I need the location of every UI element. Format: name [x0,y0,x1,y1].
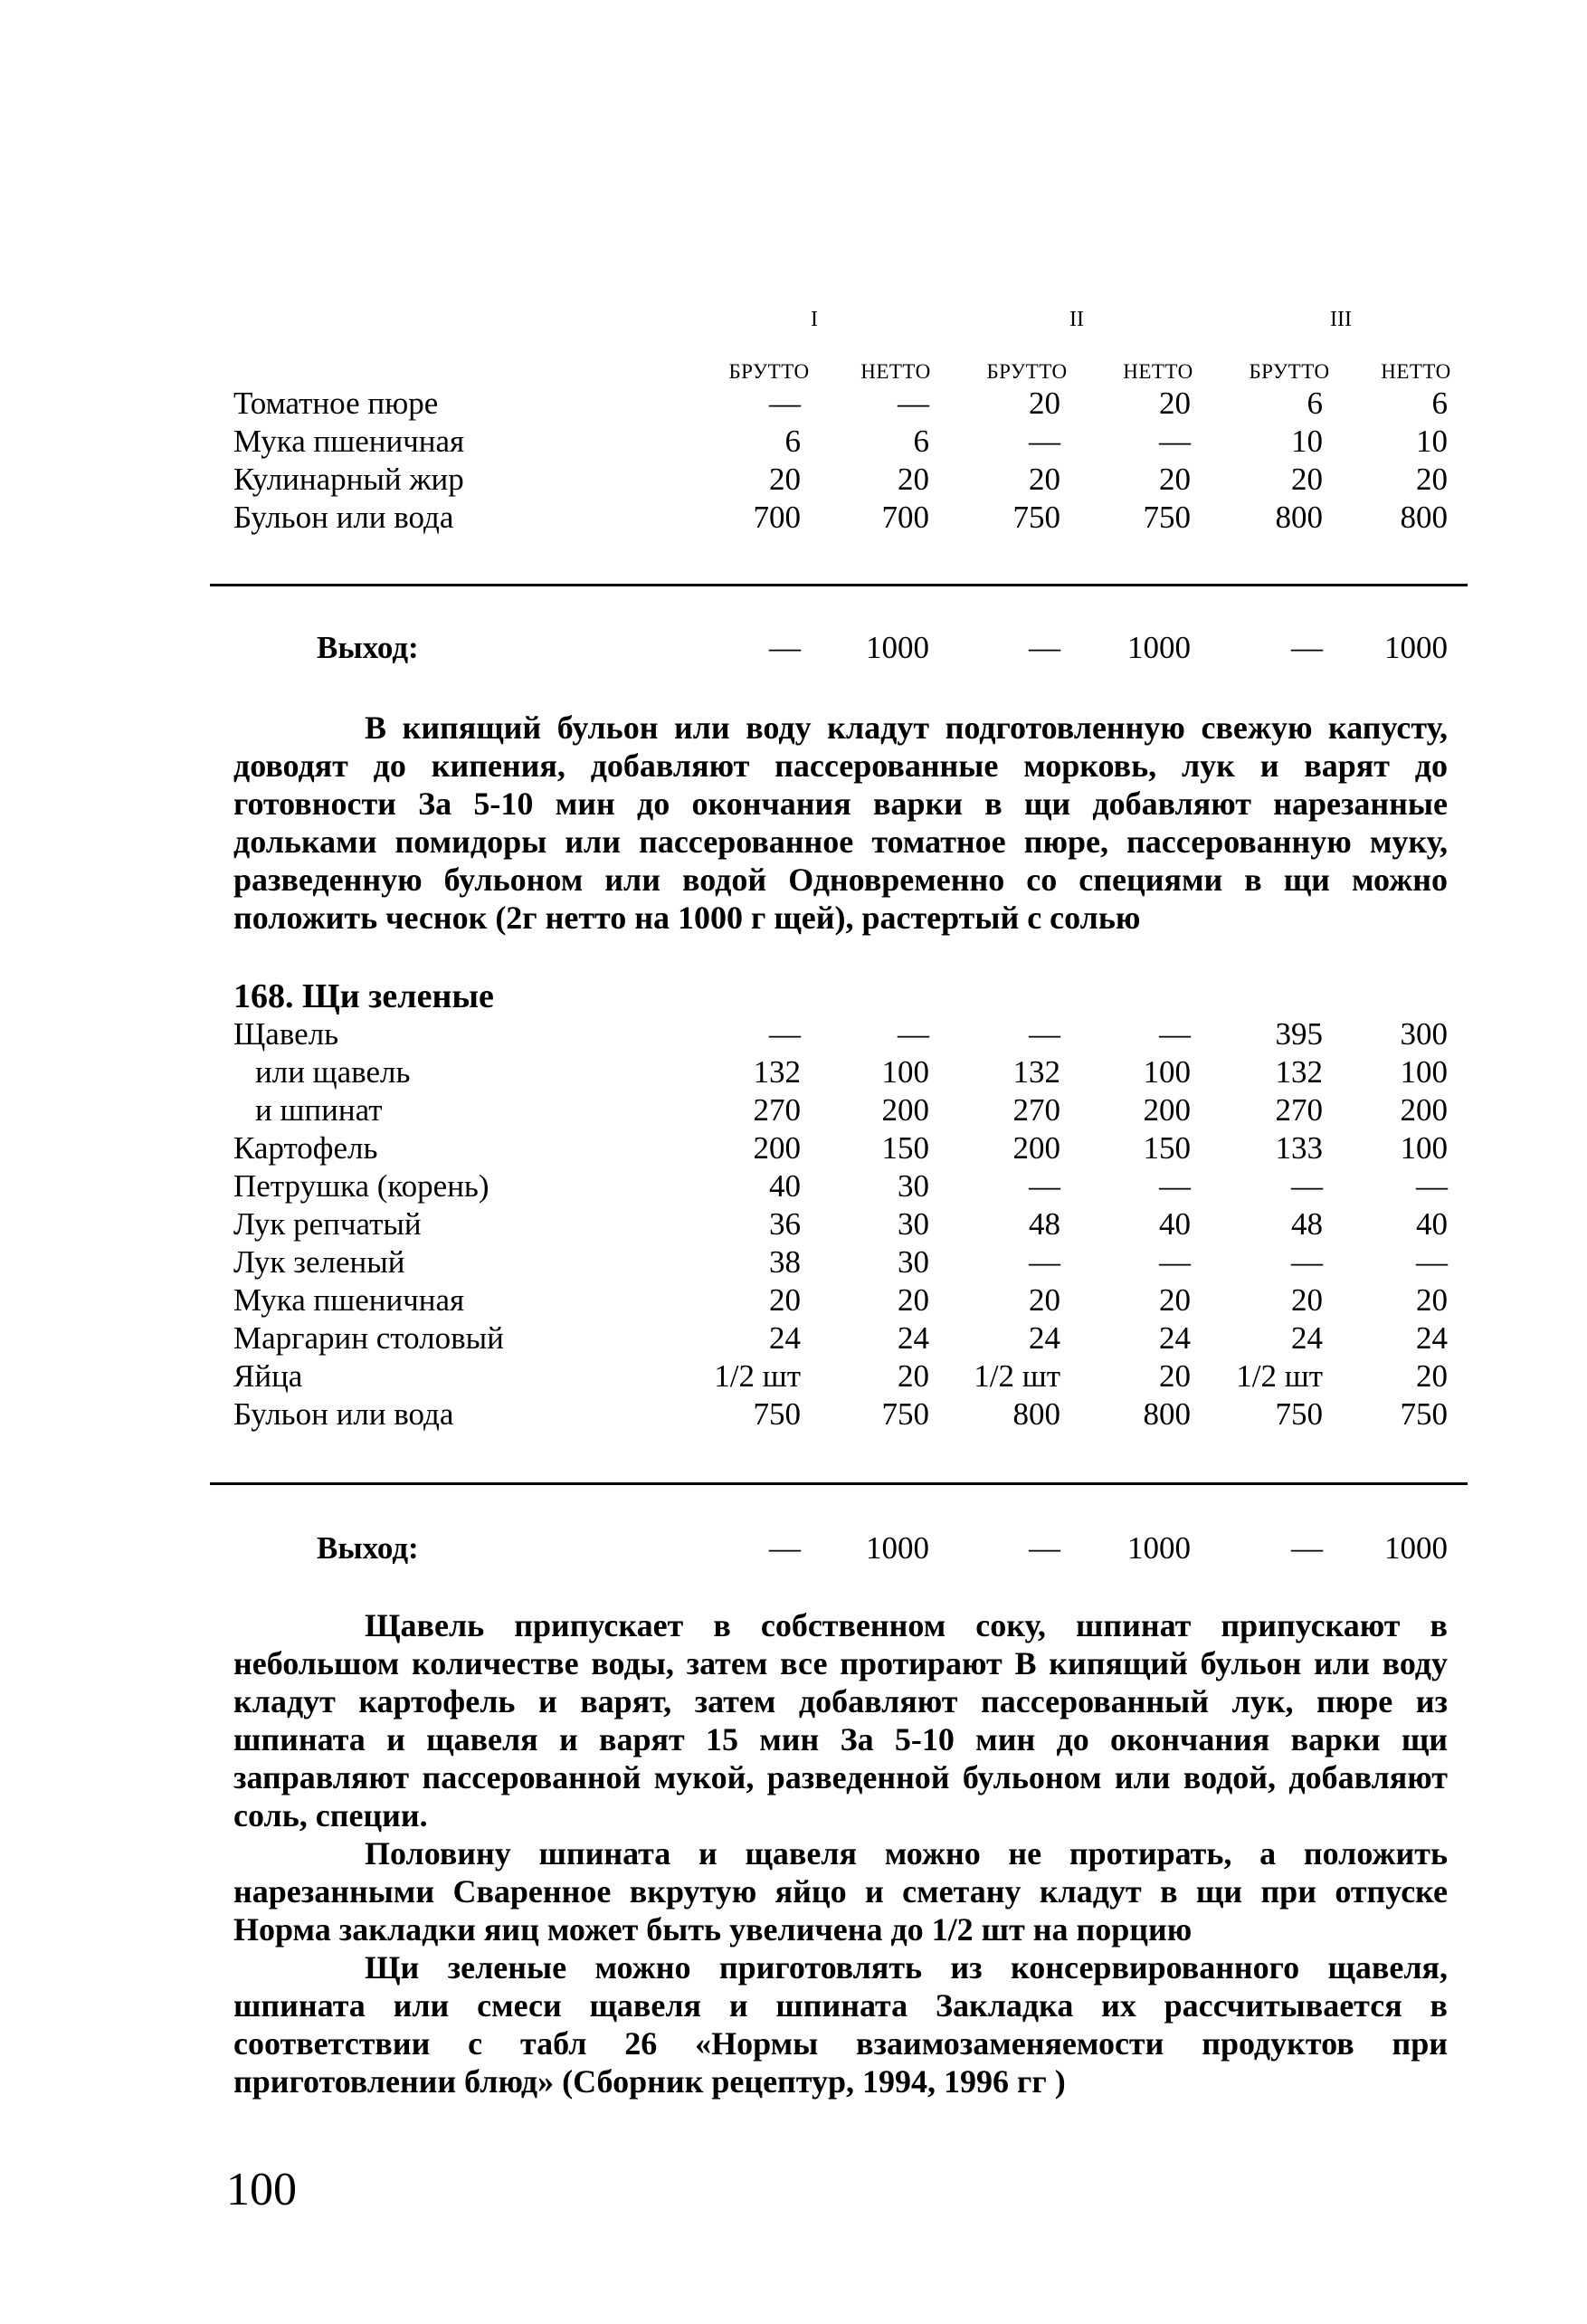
paragraph: Щи зеленые можно приготовлять из консервированного щавеля, шпината или смеси щавеля и шпината Закладка их рассчитывается в соответствии с табл 26 «Нормы взаимозаменяемости продуктов при приготовлении блюд» (Сборник рецептур, 1994, 1996 гг ) [233,1949,1448,2100]
value-cell: 20 [1416,462,1448,497]
value-cell: 395 [1275,1016,1323,1052]
value-cell: — [1291,1530,1323,1566]
value-cell: 800 [1143,1396,1191,1432]
value-cell: 700 [881,500,929,535]
sub-header-brutto: БРУТТО [728,360,810,383]
ingredient-name: Яйца [233,1358,303,1394]
ingredient-name: Бульон или вода [233,500,454,535]
ingredient-name: или щавель [255,1054,411,1090]
value-cell: — [1029,1016,1060,1052]
value-cell: 1/2 шт [974,1358,1060,1394]
group-header-2: II [1069,308,1084,331]
value-cell: 100 [1400,1054,1448,1090]
value-cell: 20 [1159,1282,1191,1318]
value-cell: 20 [1029,386,1060,421]
value-cell: 132 [1275,1054,1323,1090]
ingredient-name: Лук репчатый [233,1206,422,1242]
ingredient-name: и шпинат [255,1092,383,1128]
value-cell: 24 [1291,1320,1323,1356]
ingredient-name: Петрушка (корень) [233,1168,489,1204]
value-cell: 20 [1159,386,1191,421]
value-cell: 133 [1275,1130,1323,1166]
value-cell: — [1291,1244,1323,1280]
value-cell: — [1159,1168,1191,1204]
value-cell: 132 [1012,1054,1060,1090]
value-cell: 750 [1012,500,1060,535]
value-cell: 30 [898,1244,929,1280]
sub-header-brutto: БРУТТО [986,360,1068,383]
value-cell: — [769,1530,801,1566]
value-cell: — [1029,1530,1060,1566]
value-cell: 20 [1029,462,1060,497]
value-cell: 20 [1159,462,1191,497]
value-cell: 24 [769,1320,801,1356]
value-cell: — [1159,1244,1191,1280]
value-cell: 800 [1275,500,1323,535]
value-cell: 20 [898,1358,929,1394]
value-cell: — [1416,1244,1448,1280]
group-header-3: III [1330,308,1352,331]
value-cell: 750 [1143,500,1191,535]
value-cell: 1/2 шт [1236,1358,1323,1394]
value-cell: 6 [1307,386,1323,421]
yield-label: Выход: [317,1530,419,1566]
value-cell: — [1029,424,1060,459]
value-cell: 750 [1275,1396,1323,1432]
sub-header-netto: НЕТТО [1123,360,1193,383]
value-cell: 24 [1029,1320,1060,1356]
value-cell: 300 [1400,1016,1448,1052]
value-cell: 24 [1416,1320,1448,1356]
value-cell: 200 [881,1092,929,1128]
ingredient-name: Бульон или вода [233,1396,454,1432]
value-cell: 20 [1291,1282,1323,1318]
value-cell: 48 [1291,1206,1323,1242]
value-cell: — [1416,1168,1448,1204]
ingredient-name: Мука пшеничная [233,1282,465,1318]
value-cell: 800 [1400,500,1448,535]
value-cell: — [1029,630,1060,665]
value-cell: — [769,630,801,665]
value-cell: 200 [1400,1092,1448,1128]
value-cell: — [1291,1168,1323,1204]
value-cell: 1000 [1384,630,1448,665]
instructions-paragraph-1 [233,709,1448,937]
value-cell: 1000 [1127,630,1191,665]
value-cell: — [1029,1244,1060,1280]
ingredient-name: Лук зеленый [233,1244,405,1280]
value-cell: 200 [1012,1130,1060,1166]
value-cell: — [769,1016,801,1052]
value-cell: 200 [753,1130,801,1166]
value-cell: 20 [769,1282,801,1318]
value-cell: 150 [881,1130,929,1166]
value-cell: — [769,386,801,421]
value-cell: 24 [898,1320,929,1356]
value-cell: 20 [898,1282,929,1318]
value-cell: 800 [1012,1396,1060,1432]
value-cell: 38 [769,1244,801,1280]
ingredient-name: Кулинарный жир [233,462,464,497]
value-cell: 20 [1029,1282,1060,1318]
sub-header-netto: НЕТТО [1381,360,1451,383]
value-cell: 700 [753,500,801,535]
value-cell: 100 [1143,1054,1191,1090]
page-number: 100 [226,2164,297,2215]
value-cell: 1000 [866,1530,929,1566]
value-cell: 20 [898,462,929,497]
value-cell: 6 [913,424,929,459]
value-cell: — [1291,630,1323,665]
value-cell: 750 [1400,1396,1448,1432]
paragraph: Половину шпината и щавеля можно не протирать, а положить нарезанными Сваренное вкрутую яйцо и сметану кладут в щи при отпуске Норма закладки яиц может быть увеличена до 1/2 шт на порцию [233,1835,1448,1948]
value-cell: — [898,386,929,421]
sub-header-netto: НЕТТО [860,360,931,383]
ingredient-name: Томатное пюре [233,386,439,421]
value-cell: 30 [898,1168,929,1204]
value-cell: 20 [1291,462,1323,497]
value-cell: 20 [1416,1358,1448,1394]
value-cell: 270 [1275,1092,1323,1128]
ingredient-name: Маргарин столовый [233,1320,504,1356]
value-cell: 270 [1012,1092,1060,1128]
value-cell: 200 [1143,1092,1191,1128]
value-cell: 10 [1291,424,1323,459]
value-cell: 6 [784,424,801,459]
value-cell: 750 [881,1396,929,1432]
ingredient-name: Щавель [233,1016,339,1052]
value-cell: 24 [1159,1320,1191,1356]
value-cell: 40 [1159,1206,1191,1242]
value-cell: 36 [769,1206,801,1242]
value-cell: 1000 [1384,1530,1448,1566]
sub-header-brutto: БРУТТО [1249,360,1330,383]
value-cell: — [898,1016,929,1052]
value-cell: 20 [1416,1282,1448,1318]
value-cell: 10 [1416,424,1448,459]
paragraph: Щавель припускает в собственном соку, шпинат припускают в небольшом количестве воды, затем все протирают В кипящий бульон или воду кладут картофель и варят, затем добавляют пассерованный лук, пюре из шпината и щавеля и варят 15 мин За 5-10 мин до окончания варки щи заправляют пассерованной мукой, разведенной бульоном или водой, добавляют соль, специи. [233,1607,1448,1833]
value-cell: 30 [898,1206,929,1242]
table-divider [210,1482,1468,1485]
value-cell: — [1159,1016,1191,1052]
value-cell: 40 [1416,1206,1448,1242]
value-cell: 1/2 шт [714,1358,801,1394]
value-cell: 750 [753,1396,801,1432]
value-cell: 150 [1143,1130,1191,1166]
value-cell: 40 [769,1168,801,1204]
value-cell: 48 [1029,1206,1060,1242]
value-cell: 6 [1431,386,1448,421]
value-cell: 100 [881,1054,929,1090]
paragraph: В кипящий бульон или воду кладут подготовленную свежую капусту, доводят до кипения, добавляют пассерованные морковь, лук и варят до готовности За 5-10 мин до окончания варки в щи добавляют нарезанные дольками помидоры или пассерованное томатное пюре, пассерованную муку, разведенную бульоном или водой Одновременно со специями в щи можно положить чеснок (2г нетто на 1000 г щей), растертый с солью [233,710,1448,936]
ingredient-name: Картофель [233,1130,378,1166]
value-cell: — [1159,424,1191,459]
value-cell: 20 [1159,1358,1191,1394]
yield-label: Выход: [317,630,419,665]
value-cell: 100 [1400,1130,1448,1166]
table-divider [210,584,1468,586]
instructions-paragraph-2 [233,1606,1448,2100]
value-cell: 1000 [1127,1530,1191,1566]
group-header-1: I [811,308,818,331]
value-cell: 1000 [866,630,929,665]
value-cell: 20 [769,462,801,497]
value-cell: 270 [753,1092,801,1128]
value-cell: 132 [753,1054,801,1090]
value-cell: — [1029,1168,1060,1204]
recipe-heading: 168. Щи зеленые [233,977,494,1015]
ingredient-name: Мука пшеничная [233,424,465,459]
